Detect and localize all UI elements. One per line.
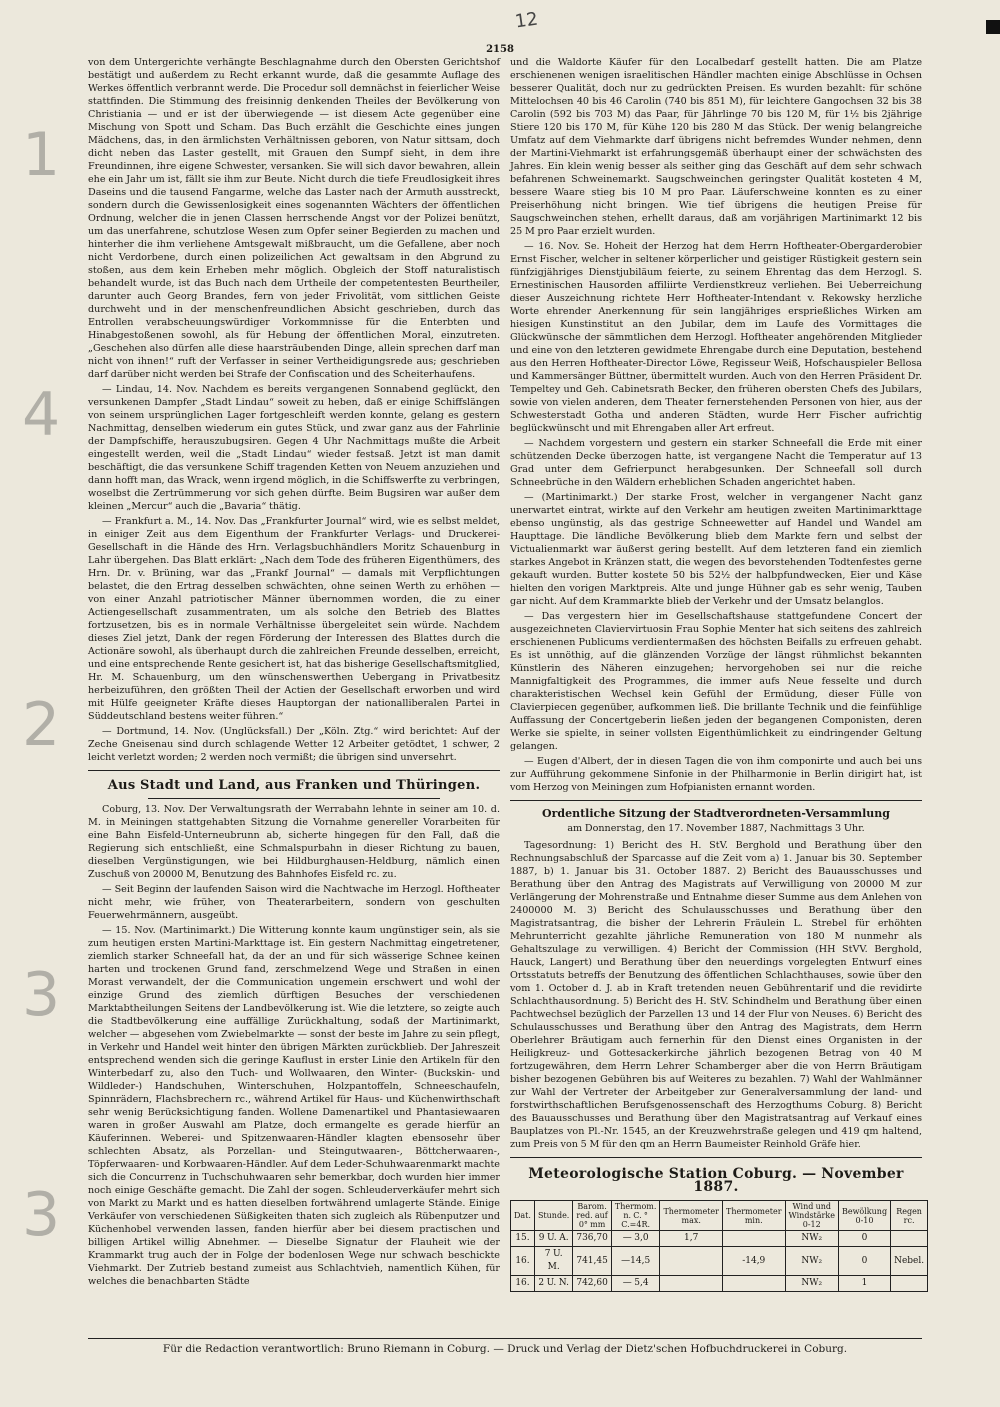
table-cell: 736,70	[573, 1231, 612, 1247]
meteo-table	[510, 1200, 928, 1292]
section-divider	[510, 1157, 922, 1158]
section-divider	[510, 800, 922, 801]
table-cell	[722, 1231, 785, 1247]
left-column	[88, 56, 500, 1290]
article-paragraph: — Lindau, 14. Nov. Nachdem es bereits vergangenen Sonnabend geglückt, den versunkenen Dampfer „Stadt Lindau“ soweit zu heben, daß er einige Schiffslängen von seinem ursprünglichen Lager fortgeschleift werden konnte, gelang es gestern Nachmittag, denselben wiederum ein gutes Stück, und zwar ganz aus der Fahrlinie der Dampfschiffe, herauszubugsiren. Gegen 4 Uhr Nachmittags mußte die Arbeit eingestellt werden, weil die „Stadt Lindau“ wieder festsaß. Jetzt ist man damit beschäftigt, die das versunkene Schiff tragenden Ketten von Neuem anzuziehen und dann hofft man, das Wrack, wenn irgend möglich, in die Schiffswerfte zu verbringen, woselbst die Zertrümmerung vor sich gehen dürfte. Beim Bugsiren war außer dem kleinen „Mercur“ auch die „Bavaria“ thätig.	[88, 384, 500, 512]
article-paragraph: — (Martinimarkt.) Der starke Frost, welcher in vergangener Nacht ganz unerwartet eintrat, wirkte auf den Verkehr am heutigen zweiten Martinimarkttage ebenso ungünstig, als das gestrige Schneewetter auf Handel und Wandel am Haupttage. Die ländliche Bevölkerung blieb dem Markte fern und selbst der Victualienmarkt war äußerst gering bestellt. Auf dem letzteren fand ein ziemlich starkes Angebot in Kränzen statt, die wegen des bevorstehenden Todtenfestes gerne gekauft wurden. Butter kostete 50 bis 52½ der halbpfundwecken, Eier und Käse hielten den vorigen Marktpreis. Alte und junge Hühner gab es sehr wenig, Tauben gar nicht. Auf dem Krammarkte blieb der Verkehr und der Umsatz belanglos.	[510, 492, 922, 607]
meteo-section	[510, 1166, 925, 1292]
table-cell	[891, 1231, 928, 1247]
table-cell: 742,60	[573, 1276, 612, 1292]
table-header-cell: Thermometer min.	[722, 1201, 785, 1231]
table-header-cell: Bewölkung 0-10	[838, 1201, 890, 1231]
table-cell: 15.	[511, 1231, 535, 1247]
table-cell: Nebel.	[891, 1247, 928, 1276]
article-paragraph: — 15. Nov. (Martinimarkt.) Die Witterung konnte kaum ungünstiger sein, als sie zum heutigen ersten Martini-Markttage ist. Ein gestern Nachmittag eingetretener, ziemlich starker Schneefall hat, da der an und für sich wässerige Schnee keinen harten und trockenen Grund fand, zerschmelzend Wege und Straßen in einen Morast verwandelt, der die Communication ungemein erschwert und wohl der einzige Grund des ziemlich dürftigen Besuches der verschiedenen Marktabtheilungen Seitens der Landbevölkerung ist. Wie die letztere, so zeigte auch die Stadtbevölkerung eine auffällige Zurückhaltung, sodaß der Martinimarkt, welcher — abgesehen vom Zwiebelmarkte — sonst der beste im Jahre zu sein pflegt, in Verkehr und Handel weit hinter den übrigen Märkten zurückblieb. Der Jahreszeit entsprechend wenden sich die geringe Kauflust in erster Linie den Artikeln für den Winterbedarf zu, also den Tuch- und Wollwaaren, den Winter- (Buckskin- und Wildleder-) Handschuhen, Winterschuhen, Holzpantoffeln, Schneeschaufeln, Spinnrädern, Flachsbrechern rc., während Artikel für Haus- und Küchenwirthschaft sehr wenig Berücksichtigung fanden. Wollene Damenartikel und Phantasiewaaren waren in großer Auswahl am Platze, doch ermangelte es gerade hierfür an Käuferinnen. Weberei- und Spitzenwaaren-Händler klagten ebensosehr über schlechten Absatz, als Porzellan- und Steingutwaaren-, Böttcherwaaren-, Töpferwaaren- und Korbwaaren-Händler. Auf dem Leder-Schuhwaarenmarkt machte sich die Concurrenz in Tuchschuhwaaren sehr bemerkbar, doch wurden hier immer noch einige Geschäfte gemacht. Die Zahl der sogen. Schleuderverkäufer mehrt sich von Markt zu Markt und es hatten dieselben fortwährend umlagerte Stände. Einige Verkäufer von verschiedenen Süßigkeiten thaten sich zugleich als Rübenputzer und Küchenhobel verwenden lassen, fanden hierfür aber bei diesem practischen und billigen Artikel willig Abnehmer. — Dieselbe Signatur der Flauheit wie der Krammarkt trug auch der in Folge der bodenlosen Wege nur schwach beschickte Viehmarkt. Der Zutrieb bestand zumeist aus Schlachtvieh, namentlich Kühen, für welches die benachbarten Städte	[88, 925, 500, 1287]
table-cell: 16.	[511, 1276, 535, 1292]
table-row	[511, 1247, 928, 1276]
table-header-cell: Thermometer max.	[660, 1201, 723, 1231]
table-cell: NW₂	[785, 1276, 838, 1292]
table-cell: — 3,0	[611, 1231, 660, 1247]
article-paragraph: Coburg, 13. Nov. Der Verwaltungsrath der Werrabahn lehnte in seiner am 10. d. M. in Meiningen stattgehabten Sitzung die Vornahme genereller Vorarbeiten für eine Bahn Eisfeld-Unterneubrunn ab, sicherte hingegen für den Fall, daß die Regierung sich entschließt, eine Schmalspurbahn in dieser Richtung zu bauen, dieselben Vergünstigungen, wie bei Hildburghausen-Heldburg, nämlich einen Zuschuß von 20000 M, Benutzung des Bahnhofes Eisfeld rc. zu.	[88, 804, 500, 880]
meteo-title: Meteorologische Station Coburg. — November 1887.	[528, 1166, 904, 1195]
table-cell: -14,9	[722, 1247, 785, 1276]
article-paragraph: von dem Untergerichte verhängte Beschlagnahme durch den Obersten Gerichtshof bestätigt und außerdem zu Recht erkannt wurde, daß die gesammte Auflage des Werkes öffentlich verbrannt werde. Die Procedur soll demnächst in feierlicher Weise stattfinden. Die Stimmung des freisinnig denkenden Theiles der Bevölkerung von Christiania — und er ist der überwiegende — ist diesem Acte gegenüber eine Mischung von Spott und Scham. Das Buch erzählt die Geschichte eines jungen Mädchens, das, in den ärmlichsten Verhältnissen geboren, von Natur sittsam, doch dicht neben das Laster gestellt, mit Grauen den Sumpf sieht, in dem ihre Freundinnen, ihre eigene Schwester, versanken. Sie will sich davor bewahren, allein ehe ein Jahr um ist, fällt sie ihm zur Beute. Nicht durch die tiefe Freudlosigkeit ihres Daseins und die tausend Fangarme, welche das Laster nach der Armuth ausstreckt, sondern durch die Gewissenlosigkeit eines sogenannten Wächters der öffentlichen Ordnung, welcher die in jenen Classen herrschende Angst vor der Polizei benützt, um das unerfahrene, schutzlose Wesen zum Opfer seiner Begierden zu machen und hinterher die ihm verliehene Amtsgewalt mißbraucht, um die Gefallene, aber noch nicht Verdorbene, durch einen polizeilichen Act gewaltsam in den Abgrund zu stoßen, aus dem kein Erheben mehr möglich. Obgleich der Stoff naturalistisch behandelt wurde, ist das Buch nach dem Urtheile der competentesten Beurtheiler, darunter auch Georg Brandes, fern von jeder Frivolität, vom sittlichen Geiste durchweht und in der menschenfreundlichen Absicht geschrieben, durch das Entrollen verabscheuungswürdiger Vorkommnisse für die Enterbten und Hinabgestoßenen sowohl, als für Hebung der öffentlichen Moral, einzutreten. „Geschehen also dürfen alle diese haarsträubenden Dinge, allein sprechen darf man nicht von ihnen!“ ruft der Verfasser in seiner Vertheidigungsrede aus; geschrieben darf darüber nicht werden bei Strafe der Confiscation und des Scheiterhaufens.	[88, 57, 500, 380]
table-cell: 16.	[511, 1247, 535, 1276]
table-cell: 2 U. N.	[534, 1276, 572, 1292]
page-header	[0, 8, 1000, 55]
section-divider	[88, 770, 500, 771]
table-header-cell: Regen rc.	[891, 1201, 928, 1231]
section-title: Aus Stadt und Land, aus Franken und Thüringen.	[107, 778, 481, 793]
article-paragraph: — Nachdem vorgestern und gestern ein starker Schneefall die Erde mit einer schützenden Decke überzogen hatte, ist vergangene Nacht die Temperatur auf 13 Grad unter dem Gefrierpunct herabgesunken. Der Schneefall soll durch Schneebrüche in den Wäldern erheblichen Schaden angerichtet haben.	[510, 438, 922, 488]
table-header-cell: Wind und Windstärke 0-12	[785, 1201, 838, 1231]
right-column	[510, 56, 925, 1292]
table-body	[511, 1231, 928, 1292]
imprint-footer: Für die Redaction verantwortlich: Bruno Riemann in Coburg. — Druck und Verlag der Dietz'schen Hofbuchdruckerei in Coburg.	[88, 1338, 922, 1355]
table-header-cell: Stunde.	[534, 1201, 572, 1231]
table-row	[511, 1276, 928, 1292]
article-paragraph: und die Waldorte Käufer für den Localbedarf gestellt hatten. Die am Platze erschienenen wenigen israelitischen Händler machten einige Abschlüsse in Ochsen besserer Qualität, doch nur zu gedrückten Preisen. Es wurden bezahlt: für schöne Mittelochsen 40 bis 46 Carolin (740 bis 851 M), für leichtere Gangochsen 32 bis 38 Carolin (592 bis 703 M) das Paar, für Jährlinge 70 bis 120 M, für 1½ bis 2jährige Stiere 120 bis 170 M, für Kühe 120 bis 280 M das Stück. Der wenig belangreiche Umfatz auf dem Viehmarkte darf übrigens nicht befremdes Wunder nehmen, denn der Martini-Viehmarkt ist erfahrungsgemäß überhaupt einer der schwächsten des Jahres. Ein klein wenig besser als seither ging das Geschäft auf dem sehr schwach befahrenen Schweinemarkt. Saugschweinchen geringster Qualität kosteten 4 M, bessere Waare stieg bis 10 M pro Paar. Läuferschweine konnten es zu einer Preiserhöhung nicht bringen. Wie tief übrigens die heutigen Preise für Saugschweinchen stehen, erhellt daraus, daß am vorjährigen Martinimarkt 12 bis 25 M pro Paar erzielt wurden.	[510, 57, 922, 237]
handwritten-mark: 12	[513, 8, 540, 33]
table-cell: — 5,4	[611, 1276, 660, 1292]
table-header-cell: Dat.	[511, 1201, 535, 1231]
meeting-date: am Donnerstag, den 17. November 1887, Nachmittags 3 Uhr.	[567, 823, 865, 834]
article-paragraph: — Frankfurt a. M., 14. Nov. Das „Frankfurter Journal“ wird, wie es selbst meldet, in einiger Zeit aus dem Eigenthum der Frankfurter Verlags- und Druckerei-Gesellschaft in die Hände des Hrn. Verlagsbuchhändlers Moritz Schauenburg in Lahr übergehen. Das Blatt erklärt: „Nach dem Tode des früheren Eigenthümers, des Hrn. Dr. v. Brüning, war das „Frankf Journal“ — damals mit Verpflichtungen belastet, die den Ertrag desselben schwächten, ohne seinen Werth zu erhöhen — von einer Anzahl patriotischer Männer übernommen worden, die zu einer Actiengesellschaft zusammentraten, um als solche den Betrieb des Blattes fortzusetzen, bis es in normale Verhältnisse übergeleitet sein würde. Nachdem dieses Ziel jetzt, Dank der regen Förderung der Interessen des Blattes durch die Actionäre sowohl, als überhaupt durch die zahlreichen Freunde desselben, erreicht, und eine entsprechende Rente gesichert ist, hat das bisherige Gesellschaftsmitglied, Hr. M. Schauenburg, um den wünschenswerthen Uebergang in Privatbesitz herbeizuführen, den größten Theil der Actien der Gesellschaft erworben und wird mit Hülfe geeigneter Kräfte dieses Hauptorgan der nationalliberalen Partei in Süddeutschland bestens weiter führen.“	[88, 516, 500, 722]
table-row	[511, 1231, 928, 1247]
section-underline	[148, 798, 440, 799]
meeting-agenda: Tagesordnung: 1) Bericht des H. StV. Berghold und Berathung über den Rechnungsabschluß der Sparcasse auf die Zeit vom a) 1. Januar bis 30. September 1887, b) 1. Januar bis 31. October 1887. 2) Bericht des Bauausschusses und Berathung über den Antrag des Magistrats auf Verwilligung von 20000 M zur Verlängerung der Mohrenstraße und Entnahme dieser Summe aus dem Anlehen von 2400000 M. 3) Bericht des Schulausschusses und Berathung über den Magistratsantrag, die bisher der Lehrerin Fräulein L. Strebel für erhöhten Mehrunterricht gezahlte jährliche Remuneration von 180 M nunmehr als Gehaltszulage zu verwilligen. 4) Bericht der Commission (HH StVV. Berghold, Hauck, Langert) und Berathung über den neuerdings vorgelegten Entwurf eines Ortsstatuts betreffs der Benutzung des öffentlichen Schlachthauses, sowie über den vom 1. October d. J. ab in Kraft tretenden neuen Gebührentarif und die revidirte Schlachthausordnung. 5) Bericht des H. StV. Schindhelm und Berathung über einen Pachtwechsel bezüglich der Parzellen 13 und 14 der Flur von Neuses. 6) Bericht des Schulausschusses und Berathung über den Antrag des Magistrats, dem Herrn Oberlehrer Bräutigam auch fernerhin für den Dienst eines Organisten in der Heiligkreuz- und Gottesackerkirche jährlich bezogenen Betrag von 40 M fortzugewähren, dem Herrn Lehrer Schamberger aber die von Herrn Bräutigam bisher bezogenen Gebühren bis auf Weiteres zu bezahlen. 7) Wahl der Wahlmänner zur Wahl der Vertreter der Arbeitgeber zur Generalversammlung der land- und forstwirthschaftlichen Berufsgenossenschaft des Herzogthums Coburg. 8) Bericht des Bauausschusses und Berathung über den Magistratsantrag auf Verkauf eines Bauplatzes von Pl.-Nr. 1545, an der Kreuzwehrstraße gelegen und 419 qm haltend, zum Preis von 5 M für den qm an Herrn Baumeister Reinhold Gräfe hier.	[510, 840, 922, 1150]
article-paragraph: — Dortmund, 14. Nov. (Unglücksfall.) Der „Köln. Ztg.“ wird berichtet: Auf der Zeche Gneisenau sind durch schlagende Wetter 12 Arbeiter getödtet, 1 schwer, 2 leicht verletzt worden; 2 werden noch vermißt; die übrigen sind unversehrt.	[88, 726, 500, 763]
table-cell: 1	[838, 1276, 890, 1292]
article-paragraph: — Seit Beginn der laufenden Saison wird die Nachtwache im Herzogl. Hoftheater nicht mehr, wie früher, von Theaterarbeitern, sondern von geschulten Feuerwehrmännern, ausgeübt.	[88, 884, 500, 921]
table-cell: 7 U. M.	[534, 1247, 572, 1276]
table-cell: 0	[838, 1231, 890, 1247]
table-cell	[891, 1276, 928, 1292]
page-number: 2158	[486, 44, 514, 55]
article-paragraph: — 16. Nov. Se. Hoheit der Herzog hat dem Herrn Hoftheater-Obergarderobier Ernst Fischer, welcher in seltener körperlicher und geistiger Rüstigkeit gestern sein fünfzigjähriges Dienstjubiläum feierte, zu seinem Ehrentag das dem Herzogl. S. Ernestinischen Hausorden affiliirte Verdienstkreuz verliehen. Bei Ueberreichung dieser Auszeichnung richtete Herr Hoftheater-Intendant v. Rekowsky herzliche Worte ehrender Anerkennung für sein langjähriges ersprießliches Wirken am hiesigen Kunstinstitut an den Jubilar, dem im Laufe des Vormittages die Glückwünsche der sämmtlichen dem Herzogl. Hoftheater angehörenden Mitglieder und eine von den letzteren gewidmete Ehrengabe durch eine Deputation, bestehend aus den Herren Hoftheater-Director Löwe, Regisseur Weiß, Hofschauspieler Bellosa und Kammersänger Büttner, übermittelt wurden. Auch von den Herren Präsident Dr. Tempeltey und Geh. Cabinetsrath Becker, den früheren obersten Chefs des Jubilars, sowie von vielen anderen, dem Theater fernerstehenden Personen von hier, aus der Schwesterstadt Gotha und anderen Städten, wurde Herr Fischer aufrichtig beglückwünscht und mit Ehrengaben aller Art erfreut.	[510, 241, 922, 434]
table-header-cell: Thermom. n. C. ° C.=4R.	[611, 1201, 660, 1231]
table-cell: 741,45	[573, 1247, 612, 1276]
table-cell: 1,7	[660, 1231, 723, 1247]
article-paragraph: — Eugen d'Albert, der in diesen Tagen die von ihm componirte und auch bei uns zur Aufführung gekommene Sinfonie in der Philharmonie in Berlin dirigirt hat, ist vom Herzog von Meiningen zum Hofpianisten ernannt worden.	[510, 756, 922, 793]
margin-scribbles: 1 4 2 3 3	[22, 120, 61, 1250]
meeting-title: Ordentliche Sitzung der Stadtverordneten-Versammlung	[542, 807, 890, 820]
table-cell	[722, 1276, 785, 1292]
table-cell: NW₂	[785, 1231, 838, 1247]
table-cell: 0	[838, 1247, 890, 1276]
table-header-row	[511, 1201, 928, 1231]
article-paragraph: — Das vergestern hier im Gesellschaftshause stattgefundene Concert der ausgezeichneten Claviervirtuosin Frau Sophie Menter hat sich seitens des zahlreich erschienenen Publicums verdientermaßen des höchsten Beifalls zu erfreuen gehabt. Es ist unnöthig, auf die glänzenden Vorzüge der längst rühmlichst bekannten Künstlerin des Näheren einzugehen; hervorgehoben sei nur die reiche Mannigfaltigkeit des Programmes, die immer aufs Neue fesselte und durch charakteristischen Wechsel kein Gefühl der Ermüdung, dieser Fülle von Clavierpiecen gegenüber, aufkommen ließ. Die brillante Technik und die feinfühlige Auffassung der Concertgeberin ließen jeden der begangenen Componisten, deren Werke sie spielte, in seiner vollsten Eigenthümlichkeit zu eindringender Geltung gelangen.	[510, 611, 922, 752]
table-cell: 9 U. A.	[534, 1231, 572, 1247]
table-header-cell: Barom. red. auf 0° mm	[573, 1201, 612, 1231]
table-cell	[660, 1247, 723, 1276]
table-cell: —14,5	[611, 1247, 660, 1276]
table-cell: NW₂	[785, 1247, 838, 1276]
table-cell	[660, 1276, 723, 1292]
